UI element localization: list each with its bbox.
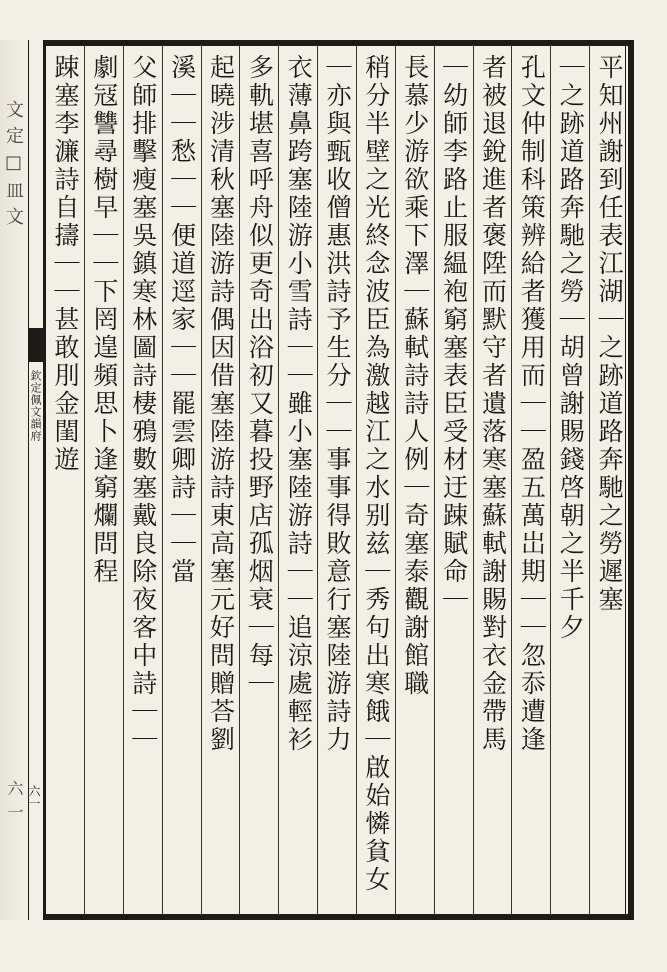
column-text: 衣薄鼻跨塞陸游小雪詩｜｜雖小塞陸游詩｜｜追涼處輕衫: [284, 54, 314, 754]
column-text: ｜幼師李路止服緼袍窮塞表臣受材迂踈賦命｜: [439, 54, 469, 614]
fish-tail-mark: [29, 328, 43, 362]
column-text: 起曉涉清秋塞陸游詩偶因借塞陸游詩東高塞元好問贈荅劉: [206, 54, 236, 754]
text-column: [473, 46, 512, 914]
text-column: [123, 46, 162, 914]
adjacent-page-margin: [0, 40, 28, 920]
text-column: [395, 46, 434, 914]
column-text: ｜之跡道路奔馳之勞｜胡曾謝賜錢啓朝之半千夕: [556, 54, 586, 642]
fold-book-title: 欽定佩文韻府: [29, 370, 42, 442]
column-text: 稍分半壁之光終念波臣為激越江之水别兹｜秀句出寒餓｜啟始憐貧女: [361, 54, 391, 894]
column-text: 多軌堪喜呼舟似更奇出浴初又暮投野店孤烟衰｜每｜: [245, 54, 275, 698]
column-text: 者被退銳進者褒陞而默守者遺落寒塞蘇軾謝賜對衣金帶馬: [478, 54, 508, 754]
column-text: 平知州謝到任表江湖｜之跡道路奔馳之勞遲塞: [595, 54, 625, 614]
text-column: [201, 46, 240, 914]
text-column: [434, 46, 473, 914]
text-column: [317, 46, 356, 914]
adjacent-page-text-bottom: 六一: [5, 780, 24, 828]
text-column: [162, 46, 201, 914]
fold-center-strip: [28, 40, 44, 920]
column-text: ｜亦與甄收僧惠洪詩予生分｜｜事事得敗意行塞陸游詩力: [323, 54, 353, 754]
fold-page-number: 六一: [27, 785, 41, 809]
text-column: [550, 46, 589, 914]
column-text: 溪｜｜愁｜｜便道逕家｜｜罷雲卿詩｜｜當: [167, 54, 197, 586]
column-text: 劇冦讐尋樹早｜｜下罔遑頻思卜逢窮爛問程: [89, 54, 119, 586]
text-frame: [44, 40, 634, 920]
text-column: [278, 46, 317, 914]
column-text: 長慕少游欲乘下澤｜蘇軾詩詩人例｜奇塞泰觀謝館職: [400, 54, 430, 698]
text-column: [356, 46, 395, 914]
column-text: 踈塞李濂詩自擣｜｜甚敢刖金閨遊: [51, 54, 81, 474]
text-column: [46, 46, 84, 914]
text-column: [589, 46, 628, 914]
column-text: 孔文仲制科策辨給者獲用而｜｜盈五萬岀期｜｜忽忝遭逢: [517, 54, 547, 754]
text-column: [84, 46, 123, 914]
adjacent-page-text-top: 文定□皿文: [3, 100, 24, 233]
column-text: 父師排擊瘦塞吳鎮寒林圖詩棲鴉數塞戴良除夜客中詩｜｜: [128, 54, 158, 754]
text-columns: [46, 46, 628, 914]
text-column: [239, 46, 278, 914]
text-column: [511, 46, 550, 914]
